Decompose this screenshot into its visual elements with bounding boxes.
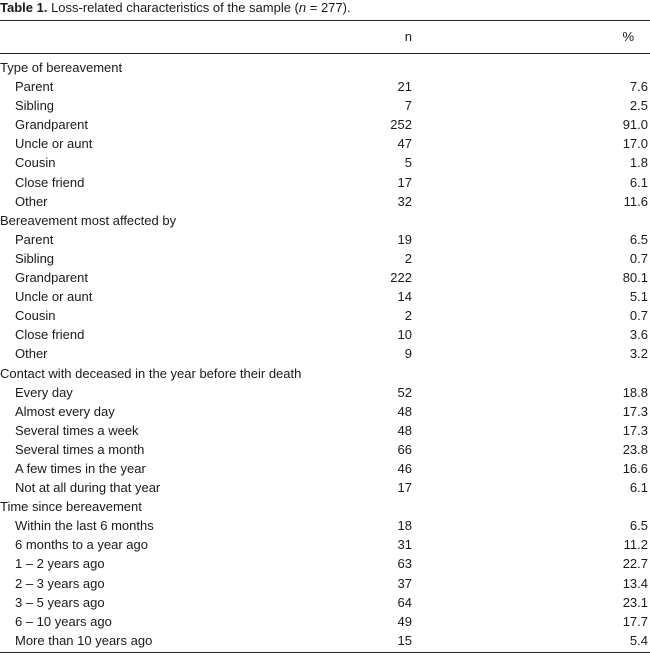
caption-text-after: = 277). [306, 0, 351, 15]
row-label: Close friend [15, 327, 85, 343]
table-row [0, 574, 650, 593]
table-row [0, 268, 650, 287]
row-label: Other [15, 346, 48, 362]
row-percent-value: 3.2 [629, 346, 648, 362]
row-n-value: 7 [404, 98, 412, 114]
caption-n-symbol: n [298, 0, 307, 15]
column-header-percent: % [622, 29, 634, 44]
table-row [0, 459, 650, 478]
row-percent-value: 23.8 [622, 441, 648, 457]
row-n-value: 18 [397, 518, 412, 534]
table-row [0, 535, 650, 554]
row-n-value: 17 [397, 174, 412, 190]
section-heading-row [0, 58, 650, 77]
section-heading: Contact with deceased in the year before their death [0, 365, 302, 381]
row-percent-value: 5.1 [629, 289, 648, 305]
row-percent-value: 6.1 [629, 174, 648, 190]
row-n-value: 222 [390, 270, 412, 286]
table-row [0, 96, 650, 115]
column-header-n: n [404, 29, 412, 44]
table-row [0, 325, 650, 344]
row-n-value: 14 [397, 289, 412, 305]
table-row [0, 554, 650, 573]
table-row [0, 192, 650, 211]
table-row [0, 249, 650, 268]
table-row [0, 612, 650, 631]
row-percent-value: 1.8 [629, 155, 648, 171]
row-n-value: 46 [397, 460, 412, 476]
row-n-value: 17 [397, 480, 412, 496]
table-row [0, 306, 650, 325]
row-label: Several times a week [15, 422, 139, 438]
row-percent-value: 91.0 [622, 117, 648, 133]
row-percent-value: 16.6 [622, 460, 648, 476]
row-label: Parent [15, 231, 54, 247]
table-row [0, 478, 650, 497]
row-n-value: 66 [397, 441, 412, 457]
row-label: Other [15, 193, 48, 209]
row-label: Uncle or aunt [15, 136, 93, 152]
table-body [0, 58, 650, 650]
row-n-value: 63 [397, 556, 412, 572]
row-n-value: 10 [397, 327, 412, 343]
row-n-value: 5 [404, 155, 412, 171]
top-rule [0, 20, 650, 21]
row-label: Not at all during that year [15, 480, 161, 496]
table-number-label: Table 1. [0, 0, 48, 15]
column-header-row [0, 24, 650, 50]
row-label: Parent [15, 79, 54, 95]
row-percent-value: 0.7 [629, 250, 648, 266]
table-caption [0, 0, 650, 16]
table-row [0, 230, 650, 249]
row-n-value: 47 [397, 136, 412, 152]
table-row [0, 173, 650, 192]
table-row [0, 344, 650, 363]
row-label: Within the last 6 months [15, 518, 154, 534]
table-row [0, 402, 650, 421]
row-percent-value: 13.4 [622, 575, 648, 591]
row-label: Sibling [15, 98, 55, 114]
row-percent-value: 17.0 [622, 136, 648, 152]
row-percent-value: 22.7 [622, 556, 648, 572]
row-label: 1 – 2 years ago [15, 556, 105, 572]
table-row [0, 421, 650, 440]
section-heading: Type of bereavement [0, 60, 123, 75]
row-percent-value: 11.2 [623, 537, 648, 553]
section-heading-row [0, 211, 650, 230]
row-percent-value: 7.6 [629, 79, 648, 95]
row-n-value: 48 [397, 403, 412, 419]
row-label: 6 months to a year ago [15, 537, 148, 553]
row-n-value: 31 [397, 537, 412, 553]
row-n-value: 19 [397, 231, 412, 247]
row-percent-value: 18.8 [622, 384, 648, 400]
row-n-value: 9 [404, 346, 412, 362]
row-n-value: 52 [397, 384, 412, 400]
section-heading: Time since bereavement [0, 499, 142, 515]
table-row [0, 593, 650, 612]
row-label: A few times in the year [15, 460, 146, 476]
row-label: Every day [15, 384, 73, 400]
row-percent-value: 23.1 [622, 594, 648, 610]
row-percent-value: 6.1 [629, 480, 648, 496]
row-percent-value: 5.4 [629, 632, 648, 648]
row-n-value: 64 [397, 594, 412, 610]
section-heading-row [0, 497, 650, 516]
row-label: Cousin [15, 308, 56, 324]
row-percent-value: 11.6 [623, 193, 648, 209]
table-row [0, 153, 650, 172]
header-rule [0, 53, 650, 54]
row-percent-value: 6.5 [629, 518, 648, 534]
row-n-value: 21 [397, 79, 412, 95]
row-percent-value: 6.5 [629, 231, 648, 247]
table-row [0, 287, 650, 306]
section-heading-row [0, 364, 650, 383]
section-heading: Bereavement most affected by [0, 212, 177, 228]
row-label: Uncle or aunt [15, 289, 93, 305]
table-row [0, 516, 650, 535]
table-row [0, 440, 650, 459]
row-label: 6 – 10 years ago [15, 613, 112, 629]
row-n-value: 32 [397, 193, 412, 209]
table-row [0, 77, 650, 96]
row-percent-value: 17.7 [622, 613, 648, 629]
row-percent-value: 2.5 [629, 98, 648, 114]
row-percent-value: 17.3 [622, 403, 648, 419]
row-label: More than 10 years ago [15, 632, 153, 648]
row-percent-value: 0.7 [629, 308, 648, 324]
row-label: Sibling [15, 250, 55, 266]
table-row [0, 134, 650, 153]
row-percent-value: 3.6 [629, 327, 648, 343]
row-n-value: 252 [390, 117, 412, 133]
row-n-value: 49 [397, 613, 412, 629]
row-n-value: 2 [404, 250, 412, 266]
row-percent-value: 80.1 [622, 270, 648, 286]
row-label: 2 – 3 years ago [15, 575, 105, 591]
table-row [0, 631, 650, 650]
table-row [0, 383, 650, 402]
row-label: Almost every day [15, 403, 115, 419]
bottom-rule [0, 652, 650, 653]
row-label: 3 – 5 years ago [15, 594, 105, 610]
row-label: Grandparent [15, 117, 88, 133]
row-n-value: 37 [397, 575, 412, 591]
row-label: Close friend [15, 174, 85, 190]
row-label: Several times a month [15, 441, 145, 457]
row-percent-value: 17.3 [622, 422, 648, 438]
row-n-value: 2 [404, 308, 412, 324]
caption-text-before: Loss-related characteristics of the sample ( [47, 0, 299, 15]
row-label: Grandparent [15, 270, 88, 286]
row-n-value: 48 [397, 422, 412, 438]
row-n-value: 15 [397, 632, 412, 648]
row-label: Cousin [15, 155, 56, 171]
table-row [0, 115, 650, 134]
